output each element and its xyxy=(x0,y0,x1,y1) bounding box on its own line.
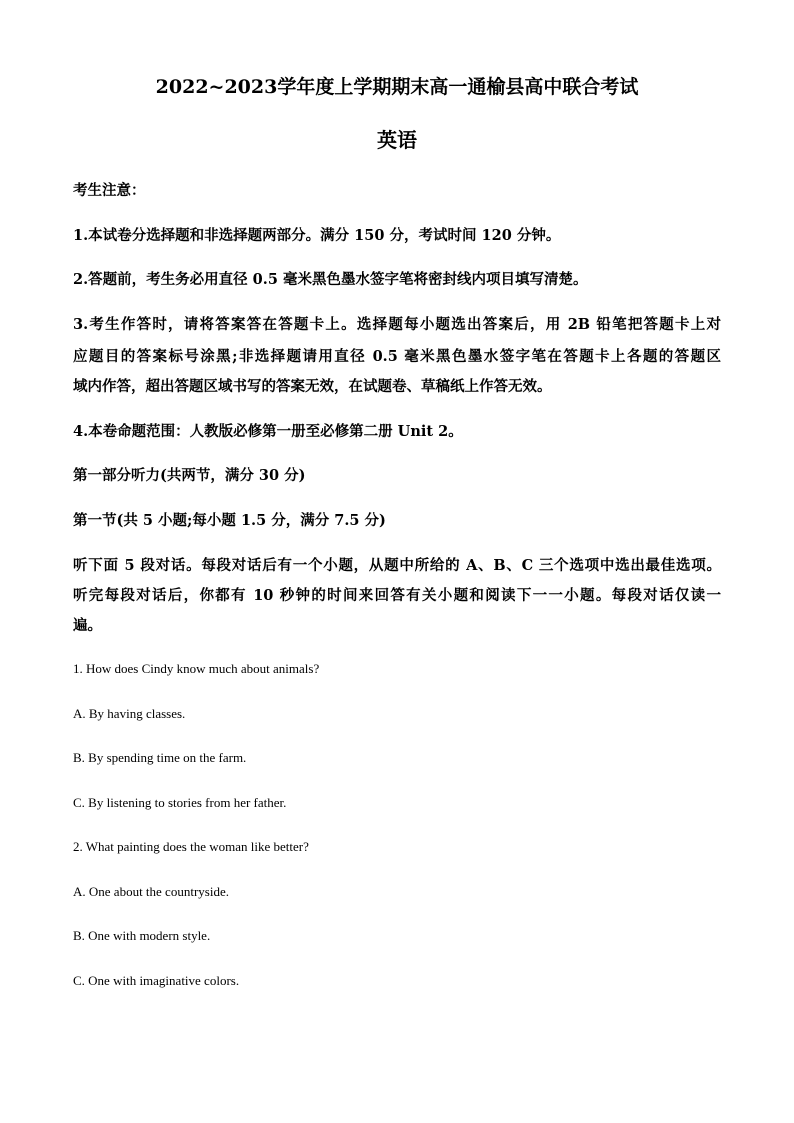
question-2-option-b: B. One with modern style. xyxy=(73,928,211,943)
question-2-option-c: C. One with imaginative colors. xyxy=(73,973,240,988)
notice-item-3-line-1: 3.考生作答时，请将答案答在答题卡上。选择题每小题选出答案后，用 2B 铅笔把答题卡上对 xyxy=(73,316,721,333)
notice-item-3-line-2: 应题目的答案标号涂黑;非选择题请用直径 0.5 毫米黑色墨水签字笔在答题卡上各题的答题区 xyxy=(73,348,721,365)
question-2-option-a: A. One about the countryside. xyxy=(73,884,229,899)
question-1-option-c: C. By listening to stories from her father. xyxy=(73,795,287,810)
question-1-option-a: A. By having classes. xyxy=(73,706,186,721)
notice-item-4: 4.本卷命题范围：人教版必修第一册至必修第二册 Unit 2。 xyxy=(73,423,463,440)
part1-heading: 第一部分听力(共两节，满分 30 分) xyxy=(73,467,306,484)
instructions-line-1: 听下面 5 段对话。每段对话后有一个小题，从题中所给的 A、B、C 三个选项中选出最佳选项。 xyxy=(73,557,721,574)
instructions-line-3: 遍。 xyxy=(73,617,102,634)
question-1-stem: 1. How does Cindy know much about animals? xyxy=(73,661,320,676)
section1-heading: 第一节(共 5 小题;每小题 1.5 分，满分 7.5 分) xyxy=(73,512,386,529)
notice-item-3-line-3: 域内作答，超出答题区域书写的答案无效，在试题卷、草稿纸上作答无效。 xyxy=(73,378,552,395)
notice-item-1: 1.本试卷分选择题和非选择题两部分。满分 150 分，考试时间 120 分钟。 xyxy=(73,227,561,244)
question-2-stem: 2. What painting does the woman like better? xyxy=(73,839,309,854)
instructions-line-2: 听完每段对话后，你都有 10 秒钟的时间来回答有关小题和阅读下一一小题。每段对话仅读一 xyxy=(73,587,721,604)
exam-title: 2022~2023学年度上学期期末高一通榆县高中联合考试 xyxy=(155,76,639,98)
question-1-option-b: B. By spending time on the farm. xyxy=(73,750,247,765)
subject-title: 英语 xyxy=(377,128,417,152)
notice-heading: 考生注意： xyxy=(73,182,146,199)
notice-item-2: 2.答题前，考生务必用直径 0.5 毫米黑色墨水签字笔将密封线内项目填写清楚。 xyxy=(73,271,588,288)
